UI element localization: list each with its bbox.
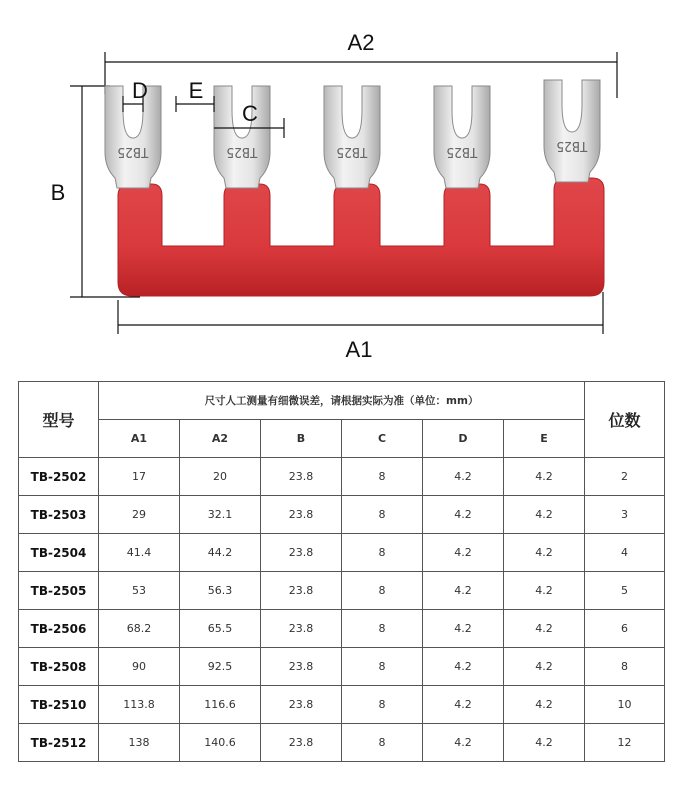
svg-text:TB25: TB25 — [226, 144, 258, 159]
value-cell: 113.8 — [99, 686, 180, 724]
table-row — [19, 610, 665, 648]
value-cell: 23.8 — [261, 610, 342, 648]
table-row — [19, 648, 665, 686]
model-cell: TB-2508 — [19, 648, 99, 686]
value-cell: 23.8 — [261, 648, 342, 686]
value-cell: 8 — [342, 534, 423, 572]
value-cell: 4.2 — [504, 496, 585, 534]
value-cell: 44.2 — [180, 534, 261, 572]
value-cell: 4.2 — [423, 572, 504, 610]
red-insulation-bar — [118, 178, 604, 296]
value-cell: 23.8 — [261, 572, 342, 610]
dimension-a2 — [105, 30, 617, 98]
measurement-note: 尺寸人工测量有细微误差，请根据实际为准（单位：mm） — [99, 382, 585, 420]
value-cell: 32.1 — [180, 496, 261, 534]
table-row — [19, 496, 665, 534]
value-cell: 8 — [342, 686, 423, 724]
value-cell: 23.8 — [261, 724, 342, 762]
value-cell: 140.6 — [180, 724, 261, 762]
value-cell: 17 — [99, 458, 180, 496]
svg-text:TB25: TB25 — [117, 144, 149, 159]
positions-cell: 10 — [585, 686, 665, 724]
value-cell: 8 — [342, 496, 423, 534]
value-cell: 23.8 — [261, 496, 342, 534]
value-cell: 8 — [342, 610, 423, 648]
column-header-c: C — [342, 420, 423, 458]
positions-header: 位数 — [585, 382, 665, 458]
positions-cell: 3 — [585, 496, 665, 534]
label-d: D — [132, 78, 148, 103]
positions-cell: 2 — [585, 458, 665, 496]
value-cell: 138 — [99, 724, 180, 762]
value-cell: 23.8 — [261, 458, 342, 496]
value-cell: 4.2 — [504, 686, 585, 724]
model-cell: TB-2505 — [19, 572, 99, 610]
model-cell: TB-2512 — [19, 724, 99, 762]
column-header-b: B — [261, 420, 342, 458]
value-cell: 92.5 — [180, 648, 261, 686]
specification-table — [18, 381, 665, 762]
fork-terminal-3 — [324, 86, 380, 188]
svg-text:TB25: TB25 — [446, 144, 478, 159]
value-cell: 4.2 — [504, 572, 585, 610]
value-cell: 68.2 — [99, 610, 180, 648]
value-cell: 4.2 — [423, 724, 504, 762]
value-cell: 4.2 — [504, 610, 585, 648]
value-cell: 56.3 — [180, 572, 261, 610]
positions-cell: 8 — [585, 648, 665, 686]
model-cell: TB-2504 — [19, 534, 99, 572]
label-a1: A1 — [345, 337, 373, 362]
column-header-a2: A2 — [180, 420, 261, 458]
value-cell: 4.2 — [423, 648, 504, 686]
value-cell: 41.4 — [99, 534, 180, 572]
fork-terminal-4 — [434, 86, 490, 188]
value-cell: 53 — [99, 572, 180, 610]
value-cell: 8 — [342, 648, 423, 686]
positions-cell: 5 — [585, 572, 665, 610]
column-header-a1: A1 — [99, 420, 180, 458]
table-row — [19, 724, 665, 762]
svg-text:TB25: TB25 — [336, 144, 368, 159]
value-cell: 4.2 — [423, 496, 504, 534]
table-row — [19, 686, 665, 724]
value-cell: 4.2 — [423, 686, 504, 724]
value-cell: 4.2 — [504, 724, 585, 762]
model-cell: TB-2503 — [19, 496, 99, 534]
table-row — [19, 458, 665, 496]
value-cell: 20 — [180, 458, 261, 496]
model-cell: TB-2506 — [19, 610, 99, 648]
value-cell: 4.2 — [504, 534, 585, 572]
column-header-e: E — [504, 420, 585, 458]
value-cell: 65.5 — [180, 610, 261, 648]
value-cell: 8 — [342, 458, 423, 496]
model-cell: TB-2502 — [19, 458, 99, 496]
value-cell: 23.8 — [261, 686, 342, 724]
model-header: 型号 — [19, 382, 99, 458]
value-cell: 8 — [342, 724, 423, 762]
value-cell: 23.8 — [261, 534, 342, 572]
value-cell: 4.2 — [504, 648, 585, 686]
dimension-a1 — [118, 292, 603, 362]
positions-cell: 4 — [585, 534, 665, 572]
label-a2: A2 — [347, 30, 375, 55]
value-cell: 116.6 — [180, 686, 261, 724]
value-cell: 4.2 — [423, 458, 504, 496]
column-header-d: D — [423, 420, 504, 458]
model-cell: TB-2510 — [19, 686, 99, 724]
table-row — [19, 572, 665, 610]
dimension-e — [176, 78, 214, 112]
value-cell: 4.2 — [423, 610, 504, 648]
label-b: B — [50, 180, 66, 205]
positions-cell: 6 — [585, 610, 665, 648]
value-cell: 8 — [342, 572, 423, 610]
value-cell: 4.2 — [504, 458, 585, 496]
value-cell: 4.2 — [423, 534, 504, 572]
value-cell: 29 — [99, 496, 180, 534]
svg-text:TB25: TB25 — [556, 138, 588, 153]
positions-cell: 12 — [585, 724, 665, 762]
value-cell: 90 — [99, 648, 180, 686]
product-dimension-drawing — [0, 0, 681, 370]
label-c: C — [242, 101, 258, 126]
label-e: E — [188, 78, 204, 103]
fork-terminal-5 — [544, 80, 600, 182]
table-row — [19, 534, 665, 572]
